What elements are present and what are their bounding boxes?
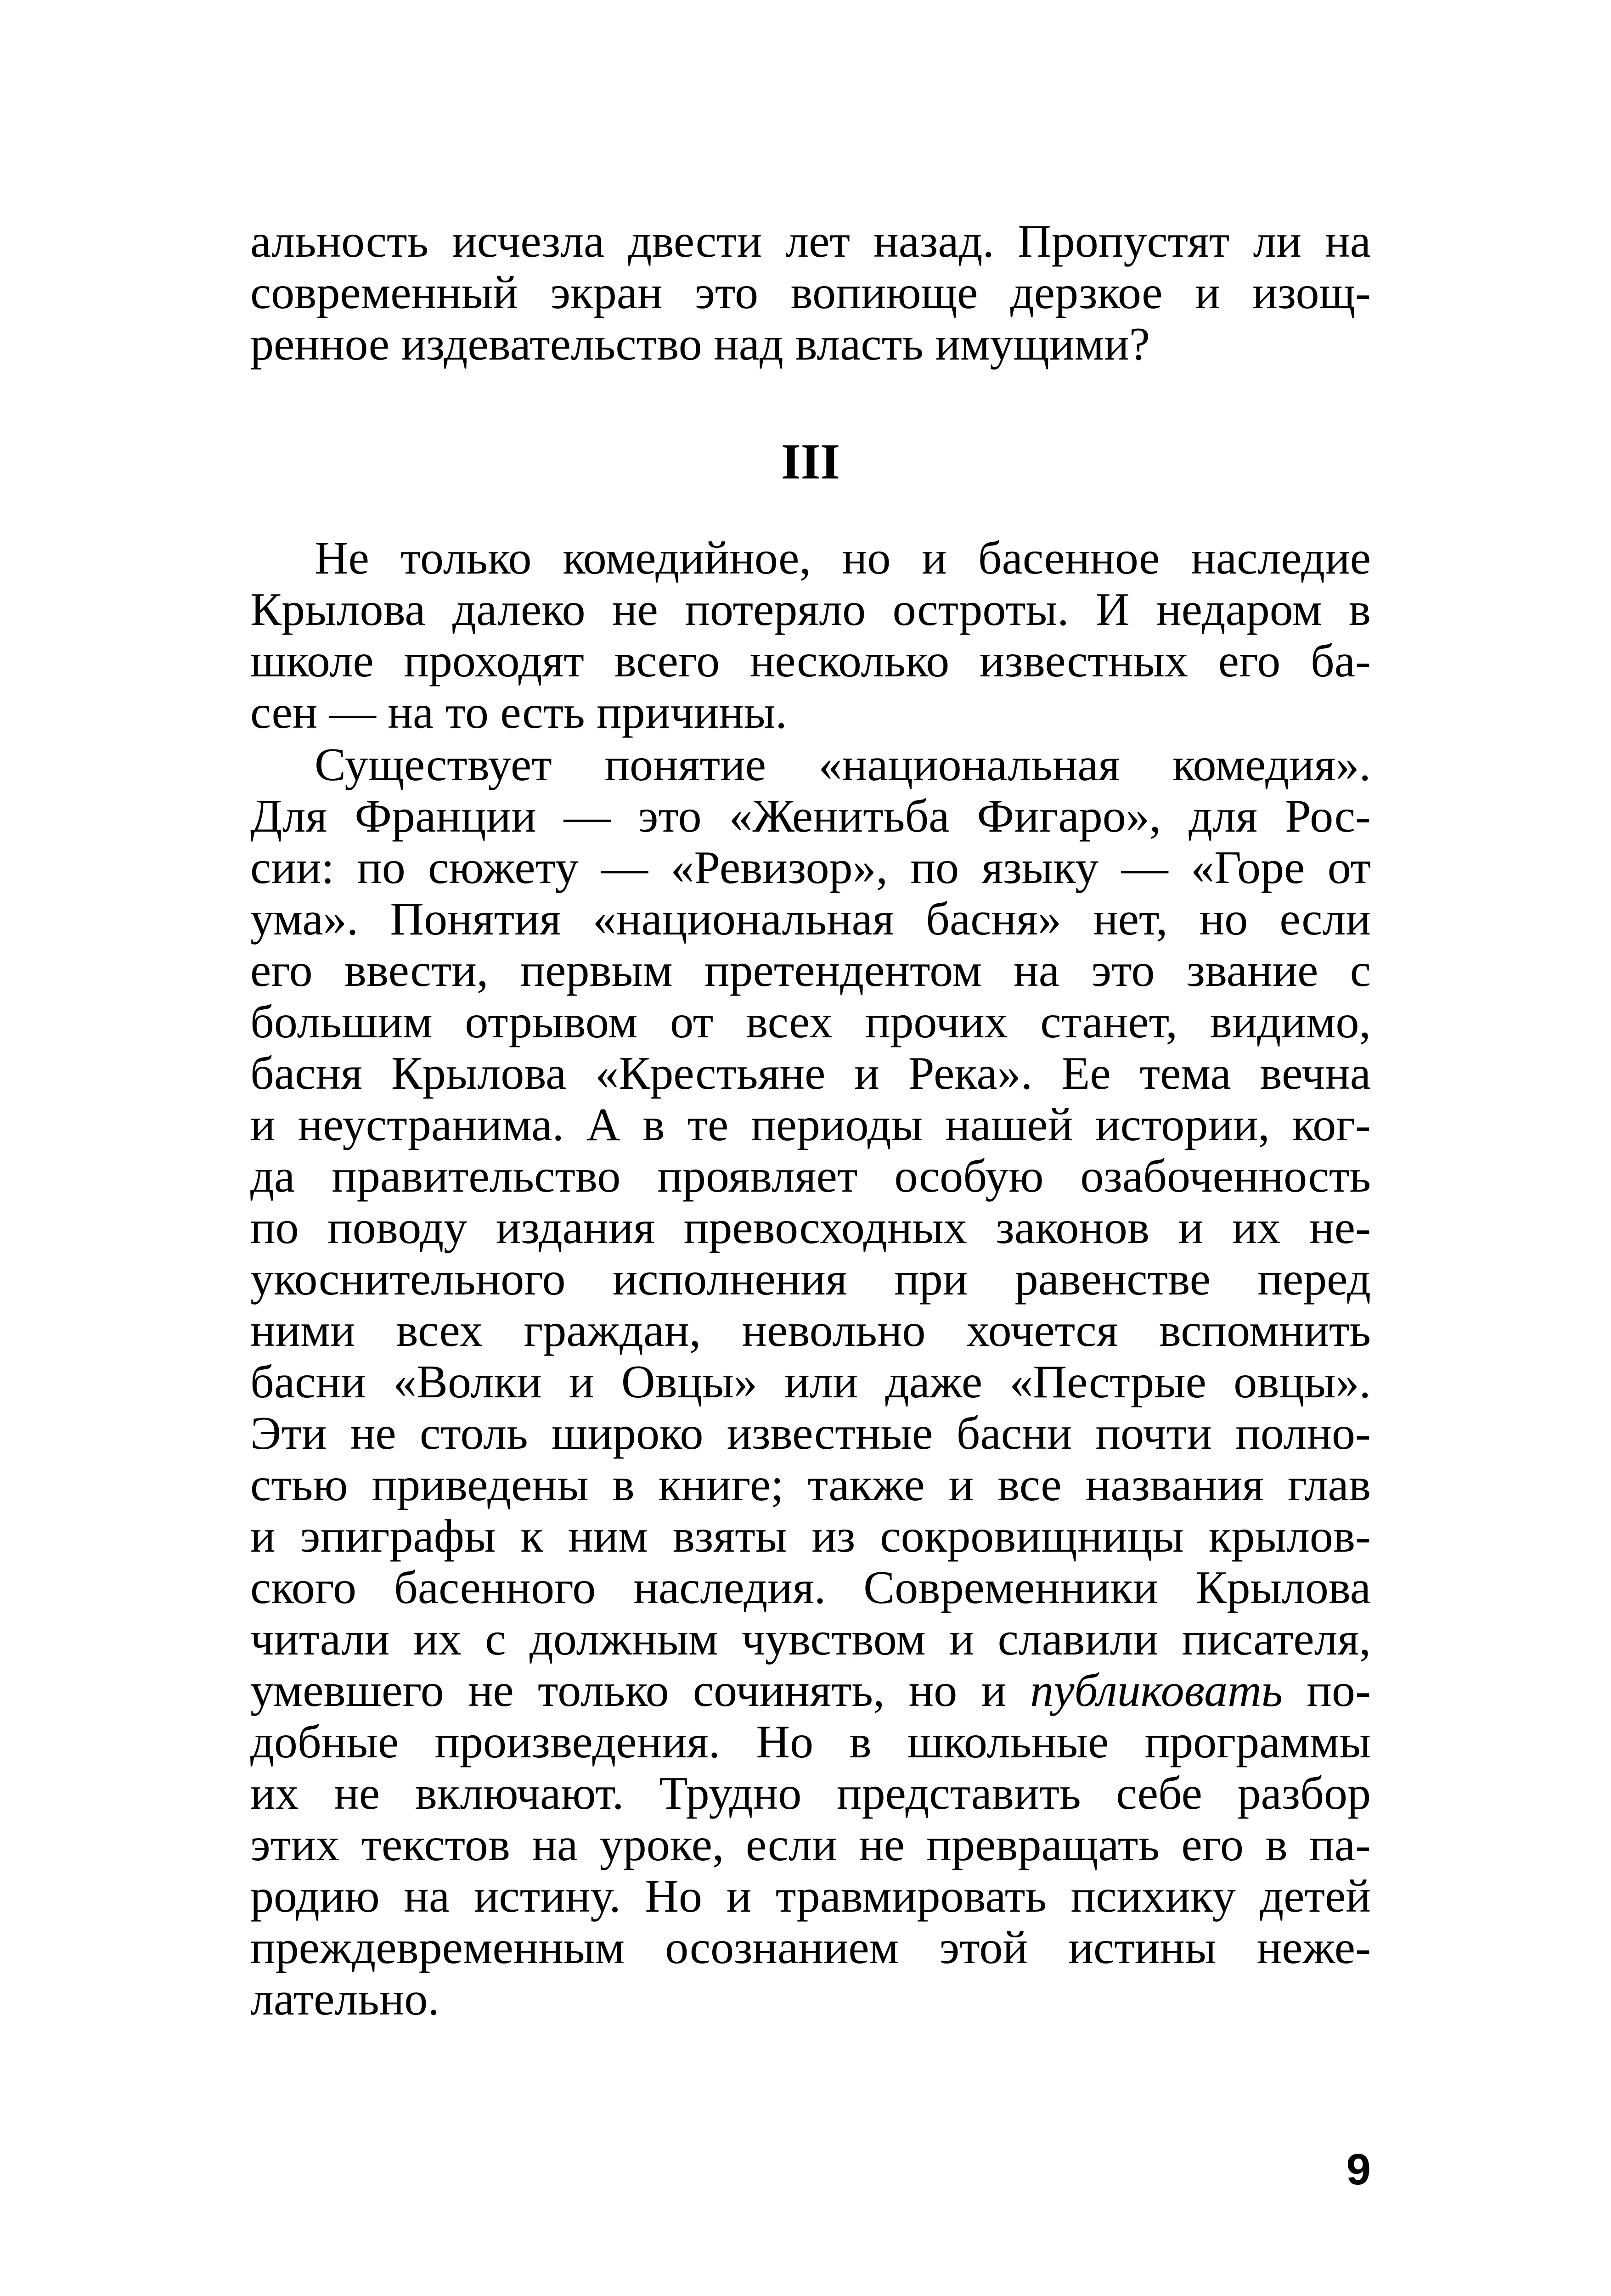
text-line: читали их с должным чувством и славили писателя,: [250, 1613, 1371, 1665]
text-line: ского басенного наследия. Современники Крылова: [250, 1562, 1371, 1614]
paragraph-2: [250, 739, 1371, 2025]
text-line: альность исчезла двести лет назад. Пропустят ли на: [250, 215, 1371, 267]
paragraph-1: [250, 533, 1371, 738]
section-heading: III: [781, 433, 840, 490]
text-line: ума». Понятия «национальная басня» нет, но если: [250, 893, 1371, 945]
text-line: ними всех граждан, невольно хочется вспомнить: [250, 1305, 1371, 1356]
text-line: укоснительного исполнения при равенстве перед: [250, 1253, 1371, 1305]
text-line: стью приведены в книге; также и все названия глав: [250, 1459, 1371, 1511]
text-line: Крылова далеко не потеряло остроты. И недаром в: [250, 584, 1371, 636]
text-line: да правительство проявляет особую озабоченность: [250, 1150, 1371, 1202]
text-line: родию на истину. Но и травмировать психику детей: [250, 1870, 1371, 1922]
text-line-with-italic: [250, 1665, 1371, 1716]
text-line: лательно.: [250, 1973, 439, 2025]
text-line: и неустранима. А в те периоды нашей истории, ког-: [250, 1099, 1371, 1151]
text-line: их не включают. Трудно представить себе разбор: [250, 1767, 1371, 1819]
text-fragment: умевшего не только сочинять, но и: [250, 1665, 1031, 1716]
text-line: басни «Волки и Овцы» или даже «Пестрые овцы».: [250, 1356, 1371, 1408]
text-line: Эти не столь широко известные басни почти полно-: [250, 1407, 1371, 1459]
text-line: ренное издевательство над власть имущими?: [250, 318, 1150, 370]
text-line: по поводу издания превосходных законов и их не-: [250, 1202, 1371, 1254]
text-fragment: по-: [1283, 1665, 1371, 1716]
italic-word: публиковать: [1030, 1665, 1283, 1716]
text-line: сен — на то есть причины.: [250, 687, 787, 738]
text-line: современный экран это вопиюще дерзкое и изощ-: [250, 267, 1371, 319]
text-line: добные произведения. Но в школьные программы: [250, 1716, 1371, 1768]
text-line: Для Франции — это «Женитьба Фигаро», для Рос-: [250, 790, 1371, 842]
text-line: сии: по сюжету — «Ревизор», по языку — «Горе от: [250, 842, 1371, 894]
text-line: преждевременным осознанием этой истины неже-: [250, 1922, 1371, 1974]
text-line: басня Крылова «Крестьяне и Река». Ее тема вечна: [250, 1047, 1371, 1099]
text-line: Не только комедийное, но и басенное наследие: [315, 532, 1371, 584]
text-line: школе проходят всего несколько известных его ба-: [250, 635, 1371, 687]
text-line: его ввести, первым претендентом на это звание с: [250, 945, 1371, 996]
text-line: Существует понятие «национальная комедия».: [315, 739, 1371, 791]
text-line: большим отрывом от всех прочих станет, видимо,: [250, 996, 1371, 1048]
text-line: этих текстов на уроке, если не превращать его в па-: [250, 1819, 1371, 1871]
page-number: 9: [1346, 2145, 1371, 2194]
top-paragraph: [250, 216, 1371, 370]
text-line: и эпиграфы к ним взяты из сокровищницы крылов-: [250, 1510, 1371, 1562]
